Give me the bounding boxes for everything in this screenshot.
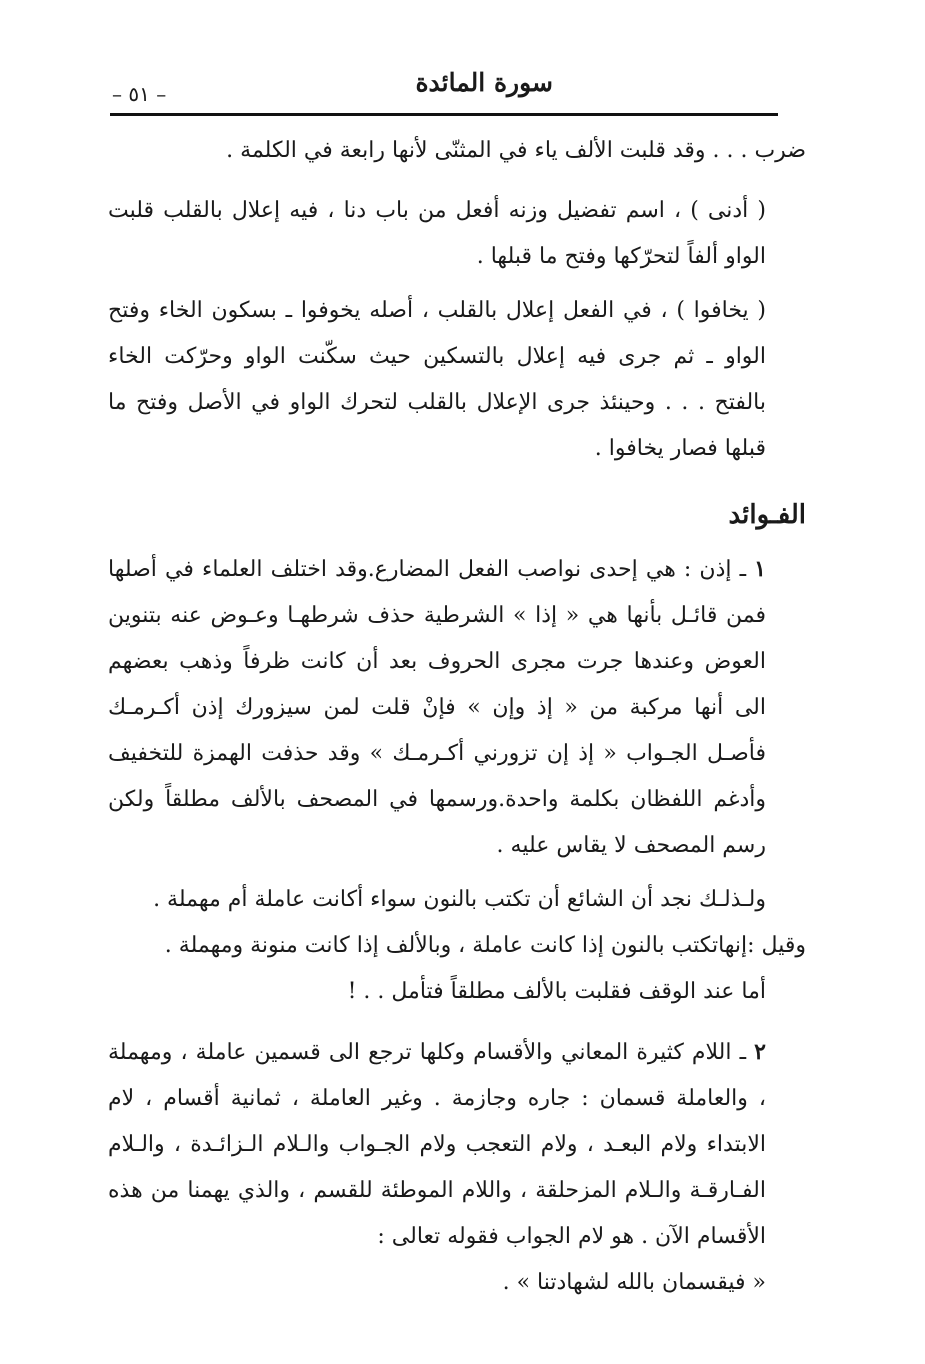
- page-header: [110, 68, 778, 112]
- paragraph-4: [108, 546, 806, 869]
- item-number-1: ١: [754, 556, 766, 582]
- paragraph-3: ( يخافوا ) ، في الفعل إعلال بالقلب ، أصله يخوفوا ـ بسكون الخاء وفتح الواو ـ ثم جرى فيه إعلال بالتسكين حيث سكّنت الواو وحرّكت الخاء بالفتح . . . وحينئذ جرى الإعلال بالقلب لتحرك الواو في الأصل وفتح ما قبلها فصار يخافوا .: [108, 298, 766, 461]
- page-number: – ٥١ –: [112, 82, 167, 106]
- paragraph-4-text: ـ إذن : هي إحدى نواصب الفعل المضارع.وقد اختلف العلماء في أصلها فمن قائـل بأنها هي « إذا » الشرطية حذف شرطهـا وعـوض عنه بتنوين العوض وعندها جرت مجرى الحروف بعد أن كانت ظرفاً وذهب بعضهم الى أنها مركبة من « إذ وإن » فإنْ قلت لمن سيزورك إذن أكـرمـك فأصـل الجـواب « إذ إن تزورني أكـرمـك » وقد حذفت الهمزة للتخفيف وأدغم اللفظان بكلمة واحدة.ورسمها في المصحف بالألف مطلقاً ولكن رسم المصحف لا يقاس عليه .: [108, 557, 766, 858]
- surah-title: سورة المائدة: [415, 68, 553, 97]
- paragraph-2: ( أدنى ) ، اسم تفضيل وزنه أفعل من باب دنا ، فيه إعلال بالقلب قلبت الواو ألفاً لتحرّكها وفتح ما قبلها .: [108, 198, 766, 269]
- item-number-2: ٢: [754, 1039, 766, 1065]
- paragraph-1: ضرب . . . وقد قلبت الألف ياء في المثنّى لأنها رابعة في الكلمة .: [226, 138, 806, 163]
- section-title: الفـوائد: [728, 500, 806, 530]
- body-text: [108, 128, 806, 1306]
- paragraph-8-text: ـ اللام كثيرة المعاني والأقسام وكلها ترجع الى قسمين عاملة ، ومهملة ، والعاملة قسمان : جاره وجازمة . وغير العاملة ، ثمانية أقسام ، لام الابتداء ولام البعـد ، ولام التعجب ولام الجـواب والـلام الـزائـدة ، والـلام الفـارقـة والـلام المزحلقة ، واللام الموطئة للقسم ، والذي يهمنا من هذه الأقسام الآن . هو لام الجواب فقوله تعالى :: [108, 1040, 766, 1249]
- paragraph-7: أما عند الوقف فقلبت بالألف مطلقاً فتأمل . . !: [347, 979, 766, 1004]
- header-divider: [110, 113, 778, 116]
- paragraph-5: ولـذلـك نجد أن الشائع أن تكتب بالنون سواء أكانت عاملة أم مهملة .: [153, 887, 766, 912]
- paragraph-8: [108, 1029, 806, 1260]
- quranic-verse: « فيقسمان بالله لشهادتنا » .: [502, 1270, 766, 1295]
- paragraph-6: وقيل :إنهاتكتب بالنون إذا كانت عاملة ، وبالألف إذا كانت منونة ومهملة .: [164, 933, 806, 958]
